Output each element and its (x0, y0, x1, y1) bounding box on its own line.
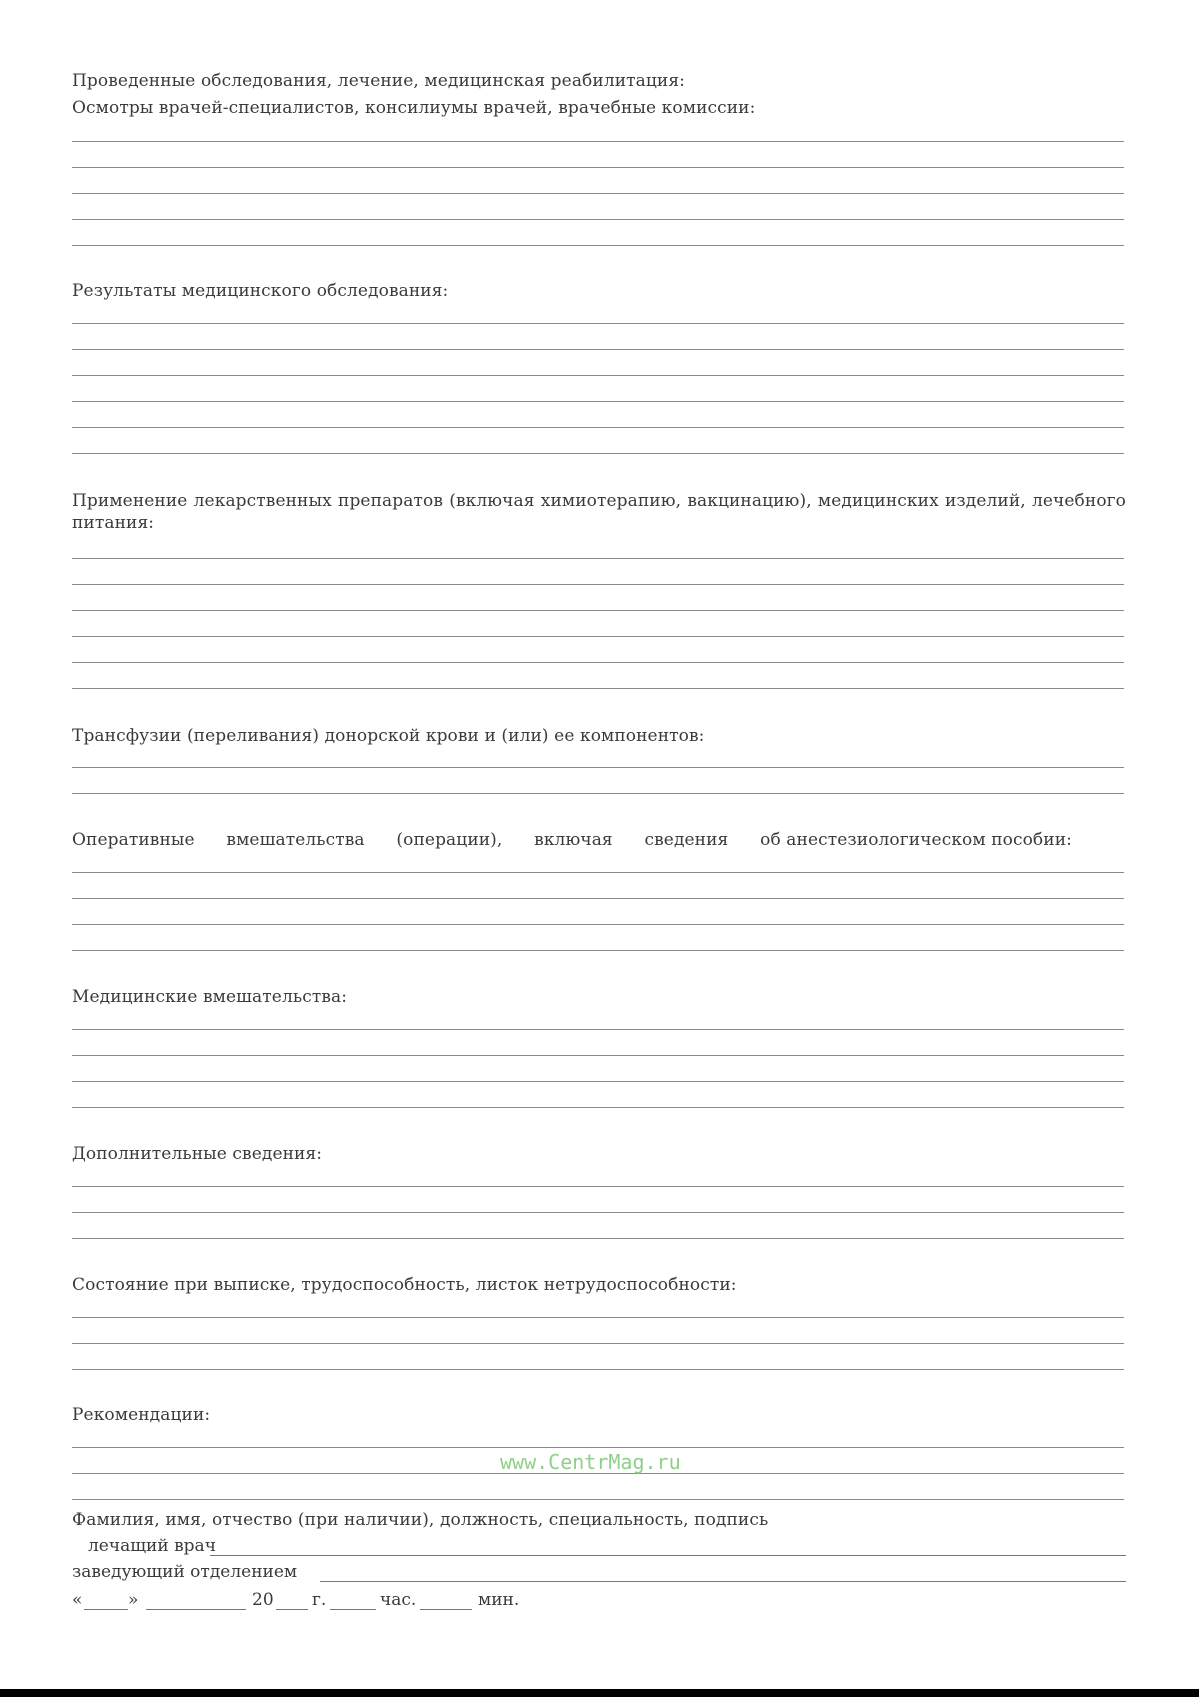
entry-line[interactable] (72, 1055, 1124, 1056)
bottom-border (0, 1689, 1199, 1697)
entry-line[interactable] (72, 375, 1124, 376)
section-operations-title (72, 829, 1072, 851)
section-discharge-state-title: Состояние при выписке, трудоспособность, листок нетрудоспособности: (72, 1275, 737, 1295)
section-medications-title: Применение лекарственных препаратов (включая химиотерапию, вакцинацию), медицинских изделий, лечебного питания: (72, 491, 1126, 533)
hour-label: час. (380, 1590, 417, 1610)
entry-line[interactable] (72, 872, 1124, 873)
date-open-quote: « (72, 1590, 83, 1610)
entry-line[interactable] (72, 558, 1124, 559)
department-head-label: заведующий отделением (72, 1562, 298, 1582)
date-close-quote: » (128, 1590, 139, 1610)
entry-line[interactable] (72, 662, 1124, 663)
entry-line[interactable] (72, 427, 1124, 428)
entry-line[interactable] (72, 1212, 1124, 1213)
entry-line[interactable] (72, 1369, 1124, 1370)
minute-field[interactable] (420, 1609, 472, 1610)
entry-line[interactable] (72, 924, 1124, 925)
entry-line[interactable] (72, 1317, 1124, 1318)
entry-line[interactable] (72, 401, 1124, 402)
operations-title-part: об анестезиологическом пособии: (760, 830, 1072, 850)
year-field[interactable] (276, 1609, 308, 1610)
operations-title-part: (операции), (396, 830, 503, 850)
entry-line[interactable] (72, 767, 1124, 768)
entry-line[interactable] (72, 193, 1124, 194)
entry-line[interactable] (72, 1499, 1124, 1500)
section-results-title: Результаты медицинского обследования: (72, 281, 449, 301)
department-head-field[interactable] (320, 1581, 1126, 1582)
signature-heading: Фамилия, имя, отчество (при наличии), должность, специальность, подпись (72, 1510, 769, 1530)
entry-line[interactable] (72, 219, 1124, 220)
operations-title-part: включая (534, 830, 613, 850)
hour-field[interactable] (330, 1609, 376, 1610)
entry-line[interactable] (72, 323, 1124, 324)
section-interventions-title: Медицинские вмешательства: (72, 987, 348, 1007)
operations-title-part: вмешательства (226, 830, 365, 850)
entry-line[interactable] (72, 610, 1124, 611)
attending-doctor-field[interactable] (210, 1555, 1126, 1556)
operations-title-part: Оперативные (72, 830, 195, 850)
entry-line[interactable] (72, 898, 1124, 899)
entry-line[interactable] (72, 1081, 1124, 1082)
section-transfusions-title: Трансфузии (переливания) донорской крови и (или) ее компонентов: (72, 726, 705, 746)
entry-line[interactable] (72, 793, 1124, 794)
attending-doctor-label: лечащий врач (88, 1536, 216, 1556)
operations-title-part: сведения (644, 830, 729, 850)
entry-line[interactable] (72, 1029, 1124, 1030)
section-examinations-subtitle: Осмотры врачей-специалистов, консилиумы врачей, врачебные комиссии: (72, 98, 756, 118)
entry-line[interactable] (72, 245, 1124, 246)
entry-line[interactable] (72, 584, 1124, 585)
section-examinations-title: Проведенные обследования, лечение, медицинская реабилитация: (72, 71, 686, 91)
year-prefix: 20 (252, 1590, 274, 1610)
entry-line[interactable] (72, 636, 1124, 637)
entry-line[interactable] (72, 688, 1124, 689)
watermark: www.CentrMag.ru (500, 1450, 681, 1474)
day-field[interactable] (84, 1609, 128, 1610)
minute-label: мин. (478, 1590, 520, 1610)
entry-line[interactable] (72, 1186, 1124, 1187)
entry-line[interactable] (72, 453, 1124, 454)
section-additional-title: Дополнительные сведения: (72, 1144, 323, 1164)
entry-line[interactable] (72, 349, 1124, 350)
entry-line[interactable] (72, 1238, 1124, 1239)
section-recommendations-title: Рекомендации: (72, 1405, 211, 1425)
entry-line[interactable] (72, 1447, 1124, 1448)
entry-line[interactable] (72, 950, 1124, 951)
entry-line[interactable] (72, 167, 1124, 168)
year-suffix: г. (312, 1590, 327, 1610)
entry-line[interactable] (72, 141, 1124, 142)
entry-line[interactable] (72, 1343, 1124, 1344)
month-field[interactable] (146, 1609, 246, 1610)
entry-line[interactable] (72, 1107, 1124, 1108)
